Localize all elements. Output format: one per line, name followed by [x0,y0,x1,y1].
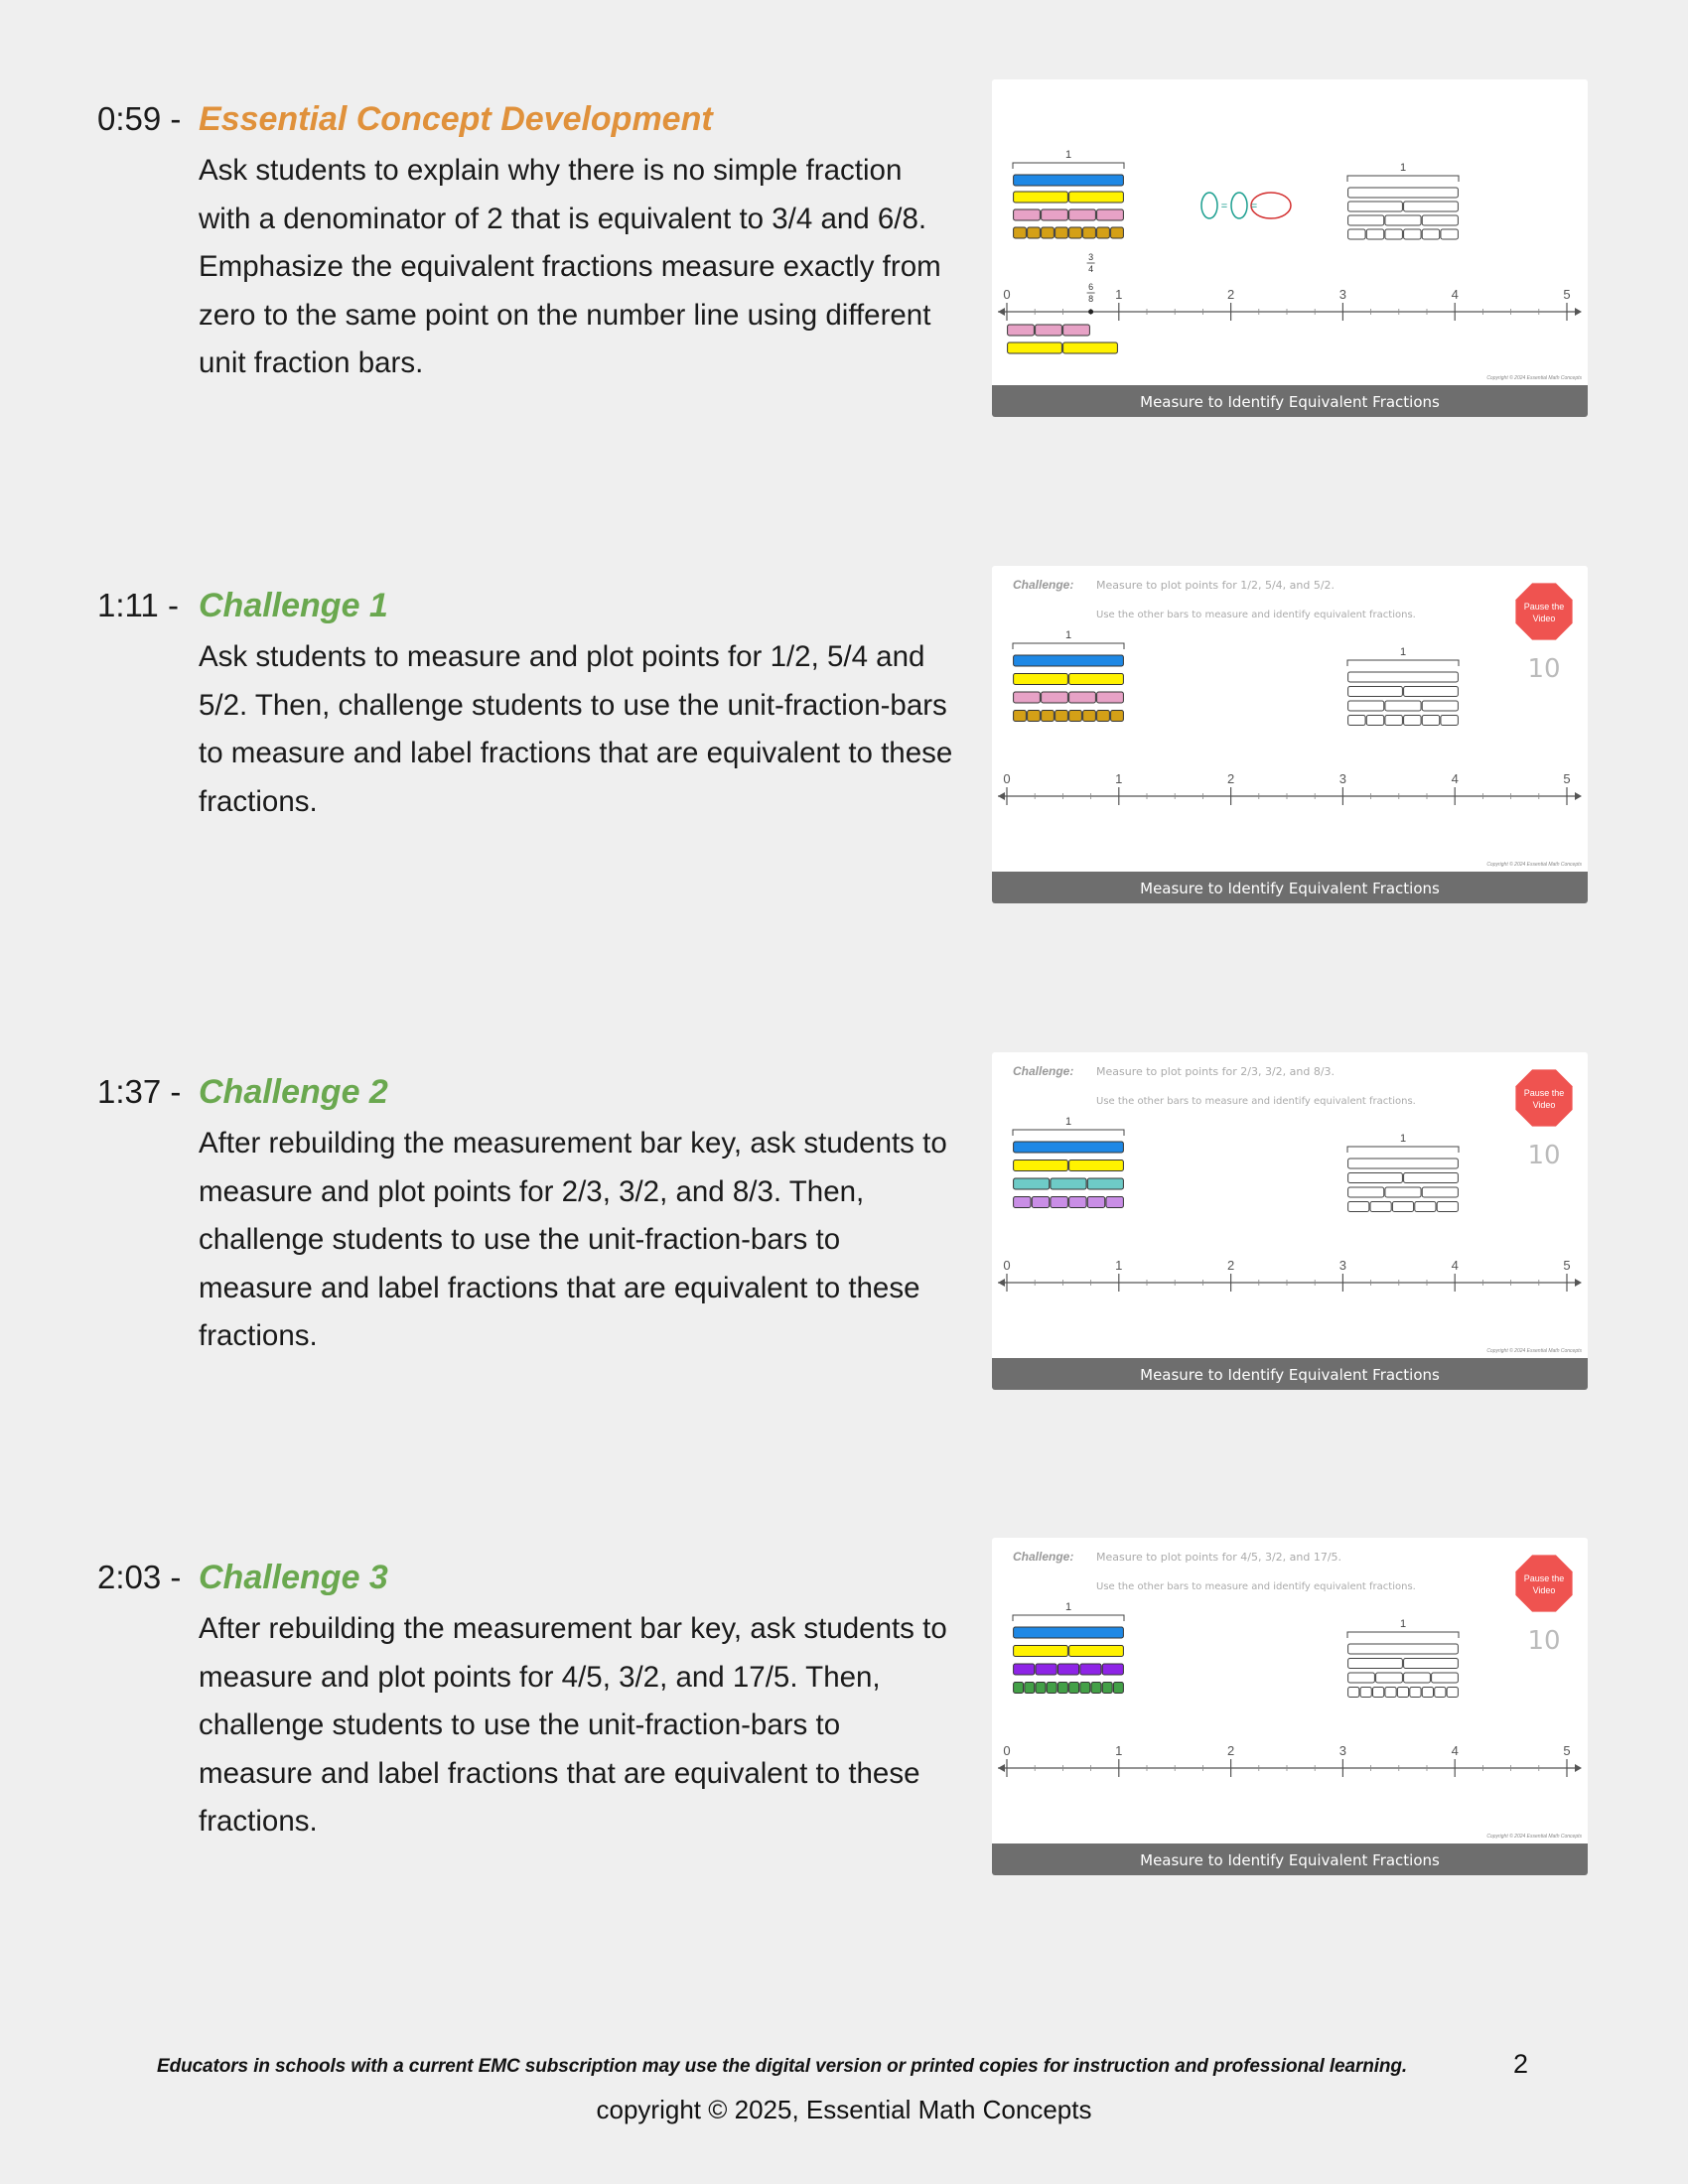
outline-bar [1404,687,1459,697]
outline-bar [1385,1187,1421,1197]
stop-sign-text: Pause the [1523,1573,1565,1583]
fraction-bar-eighths [1014,227,1027,238]
fraction-bar [1014,1683,1024,1694]
slide-graphic [992,1052,1588,1390]
fraction-bar [1057,1664,1078,1675]
fraction-bar [1069,1646,1124,1657]
challenge-label: Challenge: [1013,1064,1074,1078]
arrow-right [1575,308,1582,316]
bracket-label: 1 [1064,1116,1072,1128]
fraction-bar [1080,1683,1090,1694]
slide-graphic [992,566,1588,903]
fraction-bar [1069,711,1082,722]
slide-copyright: Copyright © 2024 Essential Math Concepts [1486,1348,1582,1354]
stop-sign-text: Video [1532,1585,1556,1595]
fraction-bar [1102,1683,1112,1694]
fraction-bar-fourths [1042,209,1068,220]
outline-bar [1441,716,1458,726]
outline-bar [1366,716,1383,726]
video-slide-thumbnail [992,79,1588,417]
timestamp: 2:03 - [97,1559,182,1595]
fraction-bar-eighths [1111,227,1124,238]
fraction-bar [1111,711,1124,722]
fraction-bar [1097,692,1124,703]
tick-label: 5 [1563,1743,1571,1758]
marker-numerator: 6 [1088,282,1094,292]
timestamp: 0:59 - [97,100,182,137]
slide-graphic [992,79,1588,417]
outline-bar [1348,188,1459,198]
video-slide-thumbnail [992,1052,1588,1390]
fraction-bar [1097,711,1110,722]
fraction-bar-whole [1014,175,1124,186]
stop-sign-text: Video [1532,1100,1556,1110]
fraction-bar [1069,674,1124,685]
measure-bracket [1013,1130,1124,1136]
page-number: 2 [1513,2049,1529,2079]
outline-bar [1348,1644,1459,1654]
fraction-bar [1055,711,1068,722]
outline-bar [1432,1673,1459,1683]
tick-label: 5 [1563,287,1571,302]
fraction-bar [1028,711,1041,722]
measure-bracket [1347,660,1459,666]
challenge-prompt: Measure to plot points for 2/3, 3/2, and 8/3. [1096,1065,1336,1078]
outline-bar [1348,229,1365,239]
slide-caption: Measure to Identify Equivalent Fractions [1140,880,1440,897]
fraction-oval [1231,193,1247,218]
outline-bar [1435,1688,1446,1698]
outline-bar [1404,1673,1431,1683]
video-slide-thumbnail [992,566,1588,903]
fraction-oval [1201,193,1217,218]
fraction-bar [1047,1683,1056,1694]
measure-bracket [1347,1147,1459,1153]
outline-bar [1385,1688,1396,1698]
bracket-label: 1 [1064,629,1072,641]
tick-label: 1 [1115,1258,1123,1273]
fraction-bar [1069,1160,1124,1171]
fraction-bar-eighths [1042,227,1055,238]
bracket-label: 1 [1064,149,1072,161]
challenge-prompt: Measure to plot points for 1/2, 5/4, and 5/2. [1096,579,1336,592]
fraction-bar [1051,1178,1086,1189]
fraction-bar [1069,692,1096,703]
outline-bar [1376,1673,1403,1683]
measuring-bar-fourths [1063,325,1090,336]
outline-bar [1385,701,1421,711]
outline-bar [1404,1659,1459,1669]
fraction-bar [1014,1646,1068,1657]
bracket-label: 1 [1399,1133,1407,1145]
outline-bar [1404,716,1421,726]
tick-label: 0 [1003,287,1011,302]
fraction-bar [1014,1664,1035,1675]
outline-bar [1441,229,1458,239]
tick-label: 0 [1003,1743,1011,1758]
fraction-bar [1069,1683,1079,1694]
outline-bar [1348,1673,1375,1683]
outline-bar [1410,1688,1421,1698]
stop-sign-icon [1515,1069,1572,1126]
tick-label: 3 [1338,1743,1347,1758]
arrow-left [998,1279,1005,1287]
timestamp: 1:11 - [97,587,179,623]
outline-bar [1404,1173,1459,1183]
fraction-bar-eighths [1028,227,1041,238]
tick-label: 3 [1338,287,1347,302]
tick-label: 5 [1563,771,1571,786]
slide-graphic [992,1538,1588,1875]
section-title: Essential Concept Development [199,100,713,138]
outline-bar [1385,716,1402,726]
fraction-bar [1014,1160,1068,1171]
fraction-bar [1113,1683,1123,1694]
slide-copyright: Copyright © 2024 Essential Math Concepts [1486,862,1582,868]
outline-bar [1415,1202,1436,1212]
measuring-bar-halves [1063,342,1118,353]
outline-bar [1370,1202,1391,1212]
outline-bar [1348,672,1459,682]
challenge-hint: Use the other bars to measure and identify equivalent fractions. [1096,610,1416,620]
timestamp: 1:37 - [97,1073,182,1110]
fraction-bar [1014,711,1027,722]
outline-bar [1348,202,1403,211]
measuring-bar-fourths [1036,325,1062,336]
stop-sign-text: Video [1532,614,1556,623]
fraction-bar-fourths [1014,209,1041,220]
outline-bar [1437,1202,1458,1212]
fraction-bar [1014,1178,1050,1189]
tick-label: 2 [1226,771,1235,786]
measure-bracket [1013,1615,1124,1621]
marker-numerator: 3 [1088,252,1094,262]
challenge-label: Challenge: [1013,1550,1074,1564]
challenge-hint: Use the other bars to measure and identify equivalent fractions. [1096,1581,1416,1592]
equals-sign: = [1220,201,1228,212]
tick-label: 3 [1338,771,1347,786]
tick-label: 4 [1451,1258,1459,1273]
stop-sign-icon [1515,583,1572,639]
fraction-bar-halves [1014,192,1068,203]
tick-label: 1 [1115,1743,1123,1758]
outline-bar [1385,215,1421,225]
license-note: Educators in schools with a current EMC subscription may use the digital version or printed copies for instruction and professional learning. [157,2056,1408,2077]
outline-bar [1397,1688,1408,1698]
fraction-bar [1087,1178,1123,1189]
fraction-bar-fourths [1097,209,1124,220]
outline-bar [1348,1173,1403,1183]
fraction-bar-eighths [1069,227,1082,238]
fraction-bar [1014,1627,1124,1638]
outline-bar [1366,229,1383,239]
fraction-bar [1106,1197,1123,1208]
slide-copyright: Copyright © 2024 Essential Math Concepts [1486,375,1582,381]
tick-label: 4 [1451,771,1459,786]
arrow-left [998,792,1005,800]
tick-label: 4 [1451,287,1459,302]
fraction-bar [1091,1683,1101,1694]
tick-label: 2 [1226,1743,1235,1758]
arrow-right [1575,1764,1582,1772]
tick-label: 1 [1115,771,1123,786]
outline-bar [1404,229,1421,239]
slide-copyright: Copyright © 2024 Essential Math Concepts [1486,1834,1582,1840]
slide-caption: Measure to Identify Equivalent Fractions [1140,393,1440,411]
outline-bar [1360,1688,1371,1698]
fraction-bar [1083,711,1096,722]
countdown-timer: 10 [1527,654,1561,684]
section-title: Challenge 2 [199,1073,388,1111]
arrow-right [1575,1279,1582,1287]
outline-bar [1348,701,1384,711]
arrow-right [1575,792,1582,800]
bracket-label: 1 [1064,1601,1072,1613]
tick-label: 2 [1226,1258,1235,1273]
fraction-bar [1014,1142,1124,1153]
fraction-bar [1042,711,1055,722]
section-body: Ask students to measure and plot points for 1/2, 5/4 and 5/2. Then, challenge students to use the unit-fraction-bars to measure and label fractions that are equivalent to these fractions. [199,640,953,818]
section-body: Ask students to explain why there is no simple fraction with a denominator of 2 that is equivalent to 3/4 and 6/8. Emphasize the equivalent fractions measure exactly from zero to the same point on the number line using different unit fraction bars. [199,154,941,379]
fraction-bar [1080,1664,1101,1675]
tick-label: 2 [1226,287,1235,302]
video-slide-thumbnail [992,1538,1588,1875]
fraction-bar [1036,1664,1056,1675]
outline-bar [1348,687,1403,697]
outline-bar [1422,1688,1433,1698]
fraction-bar [1032,1197,1049,1208]
fraction-bar-eighths [1055,227,1068,238]
outline-bar [1348,1187,1384,1197]
outline-bar [1422,716,1439,726]
tick-label: 0 [1003,1258,1011,1273]
outline-bar [1348,1159,1459,1168]
fraction-bar-eighths [1097,227,1110,238]
fraction-bar [1014,1197,1031,1208]
plotted-point [1088,310,1093,315]
tick-label: 0 [1003,771,1011,786]
measure-bracket [1013,643,1124,649]
measuring-bar-fourths [1008,325,1035,336]
marker-denominator: 8 [1088,294,1094,304]
countdown-timer: 10 [1527,1626,1561,1656]
challenge-hint: Use the other bars to measure and identify equivalent fractions. [1096,1096,1416,1107]
fraction-bar [1014,692,1041,703]
bracket-label: 1 [1399,1618,1407,1630]
slide-caption: Measure to Identify Equivalent Fractions [1140,1851,1440,1869]
bracket-label: 1 [1399,646,1407,658]
arrow-left [998,1764,1005,1772]
tick-label: 4 [1451,1743,1459,1758]
challenge-prompt: Measure to plot points for 4/5, 3/2, and 17/5. [1096,1551,1342,1564]
fraction-bar [1051,1197,1067,1208]
section-title: Challenge 1 [199,587,388,624]
fraction-bar [1057,1683,1067,1694]
measure-bracket [1347,176,1459,182]
outline-bar [1422,229,1439,239]
outline-bar [1422,701,1458,711]
fraction-bar [1036,1683,1046,1694]
tick-label: 5 [1563,1258,1571,1273]
arrow-left [998,308,1005,316]
section-body: After rebuilding the measurement bar key, ask students to measure and plot points for 2/3, 3/2, and 8/3. Then, challenge students to use the unit-fraction-bars to measure and label fractions that are equivalent to these fractions. [199,1127,947,1352]
equals-sign: = [1250,201,1258,212]
measuring-bar-halves [1008,342,1062,353]
tick-label: 1 [1115,287,1123,302]
fraction-bar-eighths [1083,227,1096,238]
fraction-bar [1014,655,1124,666]
outline-bar [1348,1659,1403,1669]
fraction-bar [1042,692,1068,703]
outline-bar [1372,1688,1383,1698]
outline-bar [1385,229,1402,239]
outline-bar [1422,1187,1458,1197]
outline-bar [1348,1688,1359,1698]
fraction-bar [1087,1197,1104,1208]
outline-bar [1348,716,1365,726]
outline-bar [1348,1202,1369,1212]
bracket-label: 1 [1399,162,1407,174]
fraction-bar [1069,1197,1086,1208]
fraction-bar [1102,1664,1123,1675]
outline-bar [1404,202,1459,211]
outline-bar [1422,215,1458,225]
challenge-label: Challenge: [1013,578,1074,592]
measure-bracket [1013,163,1124,169]
countdown-timer: 10 [1527,1141,1561,1170]
tick-label: 3 [1338,1258,1347,1273]
outline-bar [1392,1202,1413,1212]
slide-caption: Measure to Identify Equivalent Fractions [1140,1366,1440,1384]
fraction-bar-halves [1069,192,1124,203]
stop-sign-text: Pause the [1523,602,1565,612]
measure-bracket [1347,1632,1459,1638]
outline-bar [1447,1688,1458,1698]
stop-sign-icon [1515,1555,1572,1611]
copyright-line: copyright © 2025, Essential Math Concepts [596,2095,1092,2124]
fraction-bar-fourths [1069,209,1096,220]
fraction-bar [1014,674,1068,685]
fraction-bar [1025,1683,1035,1694]
marker-denominator: 4 [1088,264,1094,274]
section-title: Challenge 3 [199,1559,388,1596]
stop-sign-text: Pause the [1523,1088,1565,1098]
section-body: After rebuilding the measurement bar key, ask students to measure and plot points for 4/5, 3/2, and 17/5. Then, challenge students to use the unit-fraction-bars to measure and label fractions that are equivalent to these fractions. [199,1612,947,1838]
outline-bar [1348,215,1384,225]
